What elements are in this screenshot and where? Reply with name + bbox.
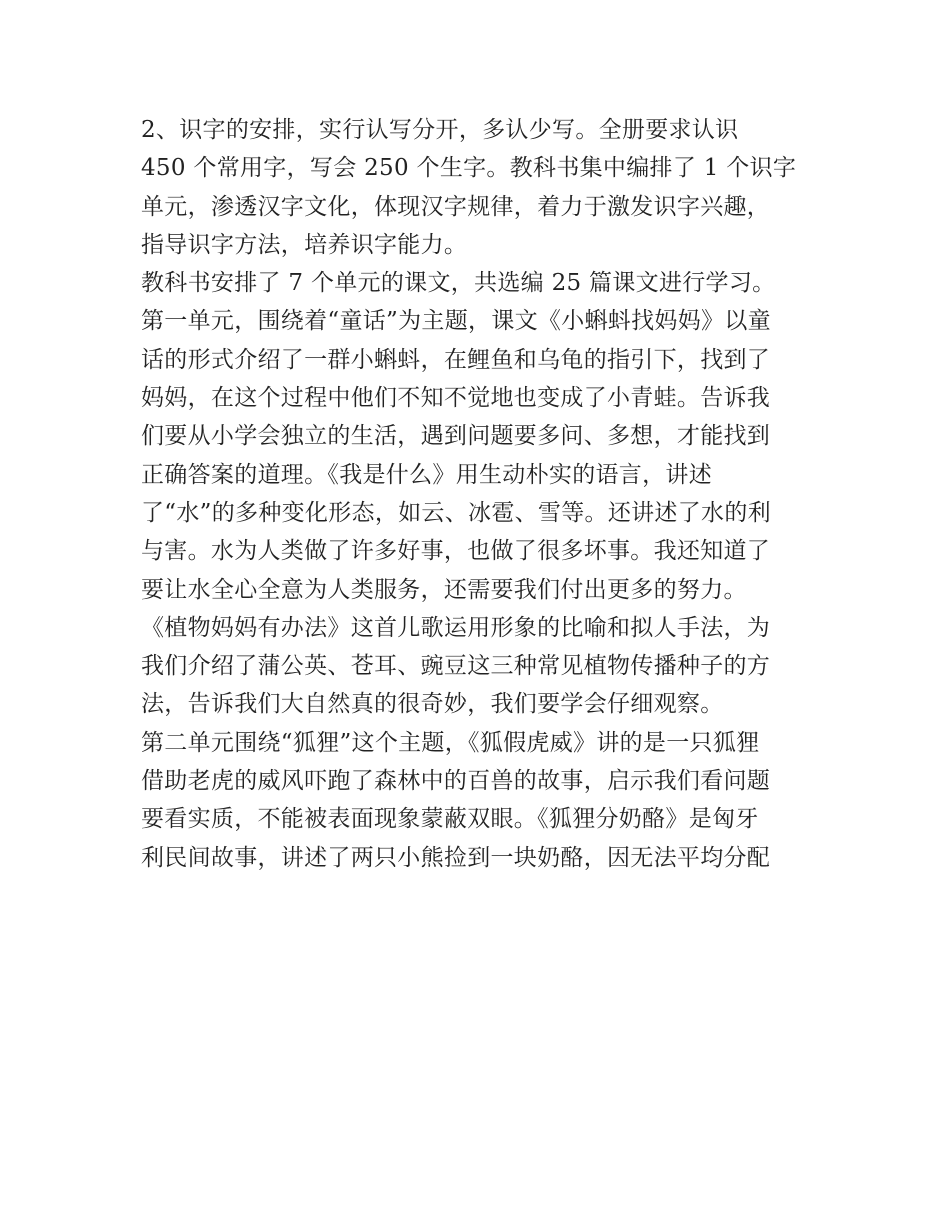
text-line: 妈妈，在这个过程中他们不知不觉地也变成了小青蛙。告诉我 xyxy=(141,385,771,412)
text-line: 单元，渗透汉字文化，体现汉字规律，着力于激发识字兴趣， xyxy=(141,193,771,220)
text-line: 《植物妈妈有办法》这首儿歌运用形象的比喻和拟人手法，为 xyxy=(141,614,771,641)
text-line: 利民间故事，讲述了两只小熊捡到一块奶酪，因无法平均分配 xyxy=(141,844,771,871)
text-line: 正确答案的道理。《我是什么》用生动朴实的语言，讲述 xyxy=(141,461,712,488)
text-line: 们要从小学会独立的生活，遇到问题要多问、多想，才能找到 xyxy=(141,423,771,450)
text-line: 法，告诉我们大自然真的很奇妙，我们要学会仔细观察。 xyxy=(141,691,724,718)
text-line: 话的形式介绍了一群小蝌蚪，在鲤鱼和乌龟的指引下，找到了 xyxy=(141,346,771,373)
text-line: 要让水全心全意为人类服务，还需要我们付出更多的努力。 xyxy=(141,576,747,603)
text-line: 要看实质，不能被表面现象蒙蔽双眼。《狐狸分奶酪》是匈牙 xyxy=(141,806,759,833)
text-line: 与害。水为人类做了许多好事，也做了很多坏事。我还知道了 xyxy=(141,538,771,565)
text-line: 450 个常用字，写会 250 个生字。教科书集中编排了 1 个识字 xyxy=(141,155,797,182)
text-line: 第二单元围绕“狐狸”这个主题，《狐假虎威》讲的是一只狐狸 xyxy=(141,729,760,756)
text-line: 第一单元，围绕着“童话”为主题，课文《小蝌蚪找妈妈》以童 xyxy=(141,308,771,335)
text-line: 了“水”的多种变化形态，如云、冰雹、雪等。还讲述了水的利 xyxy=(141,499,771,526)
text-line: 指导识字方法，培养识字能力。 xyxy=(141,231,468,258)
text-line: 我们介绍了蒲公英、苍耳、豌豆这三种常见植物传播种子的方 xyxy=(141,653,771,680)
document-body xyxy=(141,111,821,877)
text-line: 教科书安排了 7 个单元的课文，共选编 25 篇课文进行学习。 xyxy=(141,270,776,297)
text-line: 借助老虎的威风吓跑了森林中的百兽的故事，启示我们看问题 xyxy=(141,768,771,795)
text-line: 2、识字的安排，实行认写分开，多认少写。全册要求认识 xyxy=(141,117,739,143)
